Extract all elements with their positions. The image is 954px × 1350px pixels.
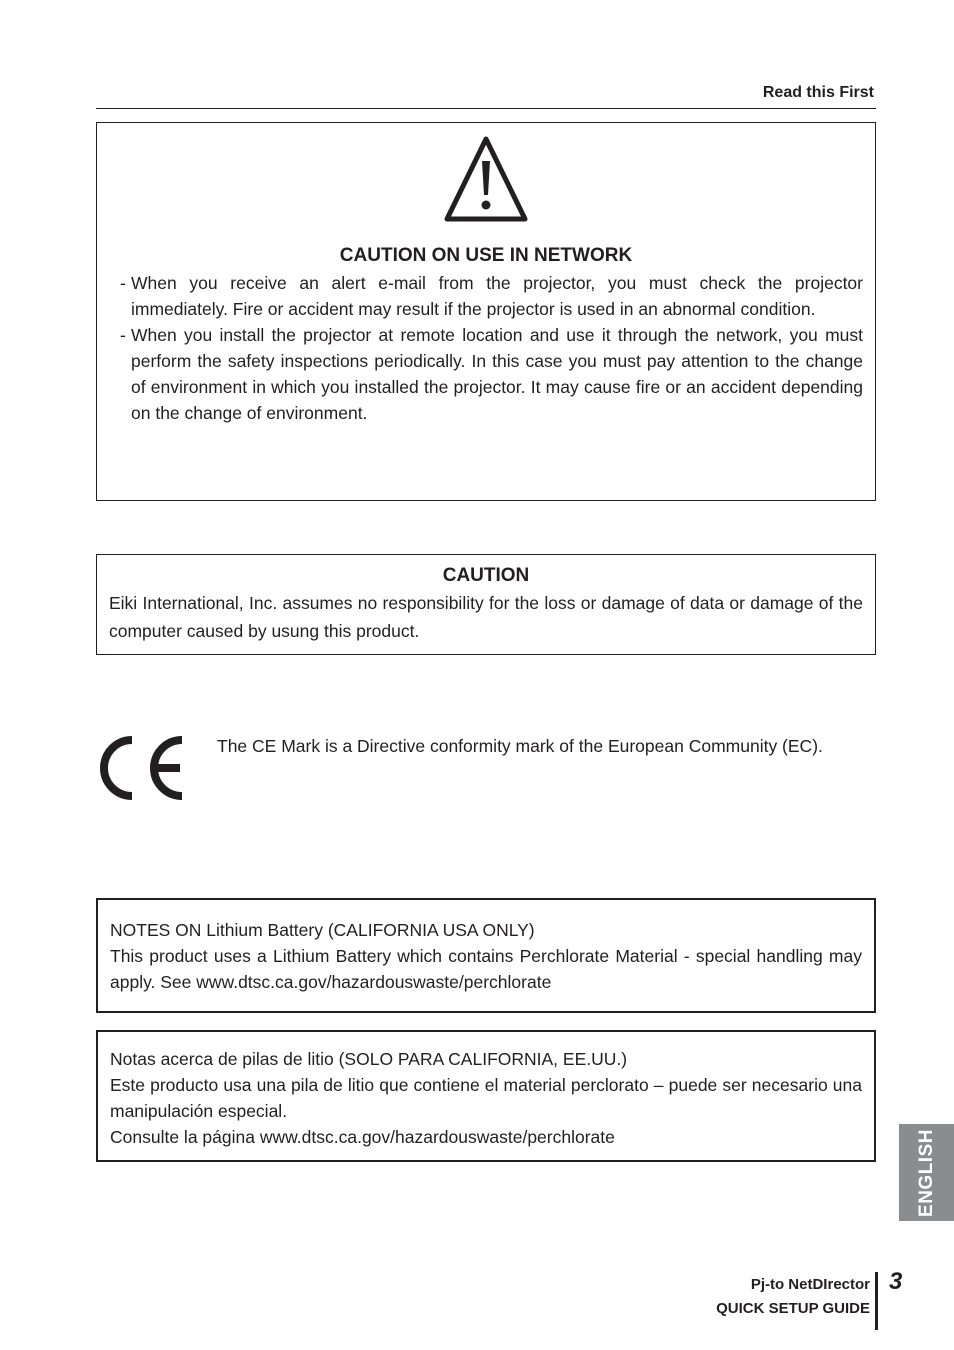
footer-guide-title: QUICK SETUP GUIDE — [716, 1300, 870, 1317]
battery-notice-line: Notas acerca de pilas de litio (SOLO PARA CALIFORNIA, EE.UU.) — [110, 1049, 628, 1069]
footer-product-name: Pj-to NetDIrector — [750, 1276, 870, 1293]
network-caution-box — [96, 122, 876, 501]
language-tab-label: ENGLISH — [915, 1128, 937, 1217]
caution-text: Eiki International, Inc. assumes no responsibility for the loss or damage of data or damage of the computer caused by usung this product. — [109, 593, 863, 641]
network-caution-item: - When you receive an alert e-mail from the projector, you must check the projector immediately. Fire or accident may result if the projector is used in an abnormal condition. — [120, 273, 863, 319]
ce-mark-description: The CE Mark is a Directive conformity mark of the European Community (EC). — [217, 736, 823, 756]
page-header-title: Read this First — [762, 84, 874, 101]
battery-notice-line: Consulte la página www.dtsc.ca.gov/hazardouswaste/perchlorate — [110, 1127, 615, 1147]
battery-notice-english — [96, 898, 876, 1013]
caution-heading: CAUTION — [442, 565, 530, 586]
caution-box — [96, 554, 876, 655]
warning-triangle-icon — [443, 135, 529, 223]
battery-notice-line: NOTES ON Lithium Battery (CALIFORNIA USA ONLY) — [110, 920, 535, 940]
network-caution-item: - When you install the projector at remote location and use it through the network, you must perform the safety inspections periodically. In this case you must pay attention to the change of environment in which you installed the projector. It may cause fire or an accident depending on the change of environment. — [120, 325, 863, 423]
page-number: 3 — [889, 1268, 903, 1295]
battery-notice-line: Este producto usa una pila de litio que contiene el material perclorato – puede ser necesario una manipulación especial. — [110, 1075, 862, 1121]
ce-mark-icon — [94, 734, 188, 802]
header-divider — [96, 108, 876, 109]
network-caution-heading: CAUTION ON USE IN NETWORK — [339, 245, 633, 266]
language-tab — [899, 1124, 954, 1221]
battery-notice-spanish — [96, 1030, 876, 1162]
footer-divider — [875, 1272, 878, 1330]
battery-notice-line: This product uses a Lithium Battery which contains Perchlorate Material - special handling may apply. See www.dtsc.ca.gov/hazardouswaste/perchlorate — [110, 946, 862, 992]
